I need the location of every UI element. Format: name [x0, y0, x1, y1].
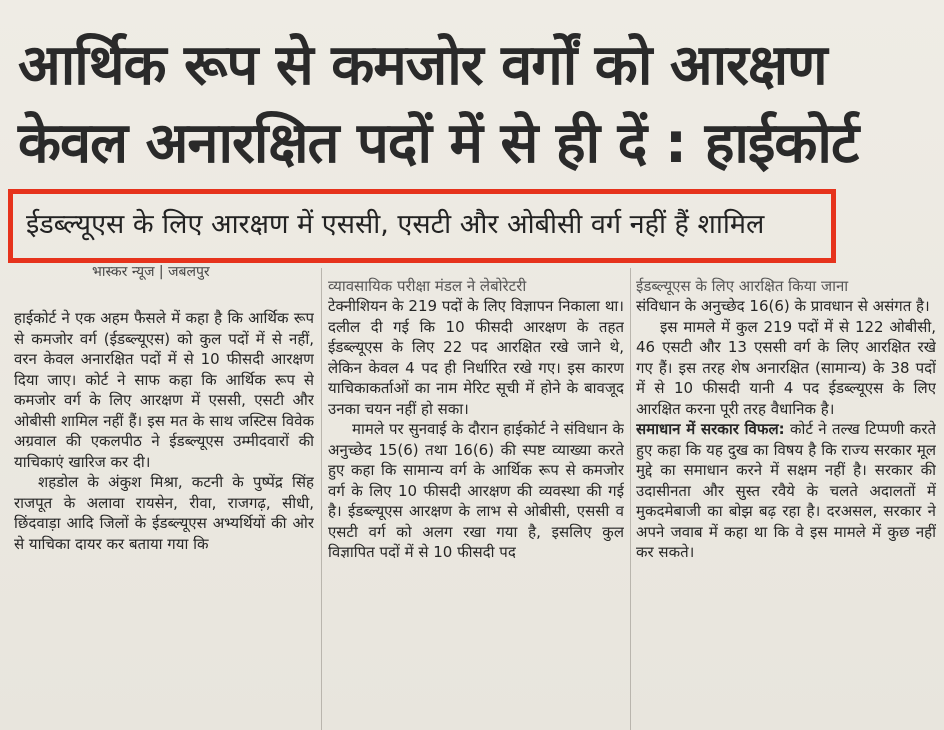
- paragraph-continuation: ईडब्ल्यूएस के लिए आरक्षित किया जाना: [636, 277, 849, 295]
- byline: भास्कर न्यूज | जबलपुर: [92, 264, 210, 280]
- paragraph: हाईकोर्ट ने एक अहम फैसले में कहा है कि आर्थिक रूप से कमजोर वर्ग (ईडब्ल्यूएस) को कुल पदों में से नहीं, वरन केवल अनारक्षित पदों में से 10 फीसदी आरक्षण दिया जाए। कोर्ट ने साफ कहा कि आर्थिक रूप से कमजोर वर्ग के लिए आरक्षण में एससी, एसटी और ओबीसी शामिल नहीं हैं। इस मत के साथ जस्टिस विवेक अग्रवाल की एकलपीठ ने ईडब्ल्यूएस उम्मीदवारों की याचिकाएं खारिज कर दी।: [14, 309, 314, 471]
- column-divider: [321, 268, 322, 730]
- headline-line-2: केवल अनारक्षित पदों में से ही दें : हाईकोर्ट: [18, 111, 859, 176]
- article-column-3: [636, 276, 936, 728]
- paragraph: टेक्नीशियन के 219 पदों के लिए विज्ञापन निकाला था। दलील दी गई कि 10 फीसदी आरक्षण के तहत ईडब्ल्यूएस के लिए 22 पद आरक्षित रखे जाने थे, लेकिन केवल 4 पद ही निर्धारित रखे गए। इस कारण याचिकाकर्ताओं का नाम मेरिट सूची में होने के बावजूद उनका चयन नहीं हो सका।: [328, 297, 624, 418]
- paragraph: शहडोल के अंकुश मिश्रा, कटनी के पुष्पेंद्र सिंह राजपूत के अलावा रायसेन, रीवा, राजगढ़, सीधी, छिंदवाड़ा आदि जिलों के ईडब्ल्यूएस अभ्यर्थियों की ओर से याचिका दायर कर बताया गया कि: [14, 473, 314, 553]
- paragraph: मामले पर सुनवाई के दौरान हाईकोर्ट ने संविधान के अनुच्छेद 15(6) तथा 16(6) की स्पष्ट व्याख्या करते हुए कहा कि सामान्य वर्ग के आर्थिक रूप से कमजोर वर्ग के लिए 10 फीसदी आरक्षण की व्यवस्था की गई है। ईडब्ल्यूएस आरक्षण के लाभ से ओबीसी, एससी व एसटी वर्ग को अलग रखा गया है, इसलिए कुल विज्ञापित पदों में से 10 फीसदी पद: [328, 420, 624, 561]
- paragraph: [636, 419, 936, 563]
- column-divider: [630, 268, 631, 730]
- paragraph-continuation: व्यावसायिक परीक्षा मंडल ने लेबोरेटरी: [328, 277, 527, 295]
- paragraph: संविधान के अनुच्छेद 16(6) के प्रावधान से असंगत है।: [636, 297, 930, 315]
- paragraph: इस मामले में कुल 219 पदों में से 122 ओबीसी, 46 एसटी और 13 एससी वर्ग के लिए आरक्षित रखे गए हैं। इस तरह शेष अनारक्षित (सामान्य) के 38 पदों में से 10 फीसदी यानी 4 पद ईडब्ल्यूएस के लिए आरक्षित करना पूरी तरह वैधानिक है।: [636, 317, 936, 418]
- paragraph-text: कोर्ट ने तल्ख टिप्पणी करते हुए कहा कि यह दुख का विषय है कि राज्य सरकार मूल मुद्दे का समाधान करने में सक्षम नहीं है। सरकार की उदासीनता और सुस्त रवैये के चलते अदालतों में मुकदमेबाजी का बोझ बढ़ रहा है। दरअसल, सरकार ने अपने जवाब में कहा था कि वे इस मामले में कुछ नहीं कर सकते।: [636, 420, 936, 561]
- section-lead: समाधान में सरकार विफल:: [636, 420, 785, 438]
- article-column-2: [328, 276, 624, 728]
- subheadline: ईडब्ल्यूएस के लिए आरक्षण में एससी, एसटी और ओबीसी वर्ग नहीं हैं शामिल: [26, 209, 765, 240]
- article-column-1: [14, 308, 314, 728]
- headline-line-1: आर्थिक रूप से कमजोर वर्गों को आरक्षण: [18, 33, 827, 98]
